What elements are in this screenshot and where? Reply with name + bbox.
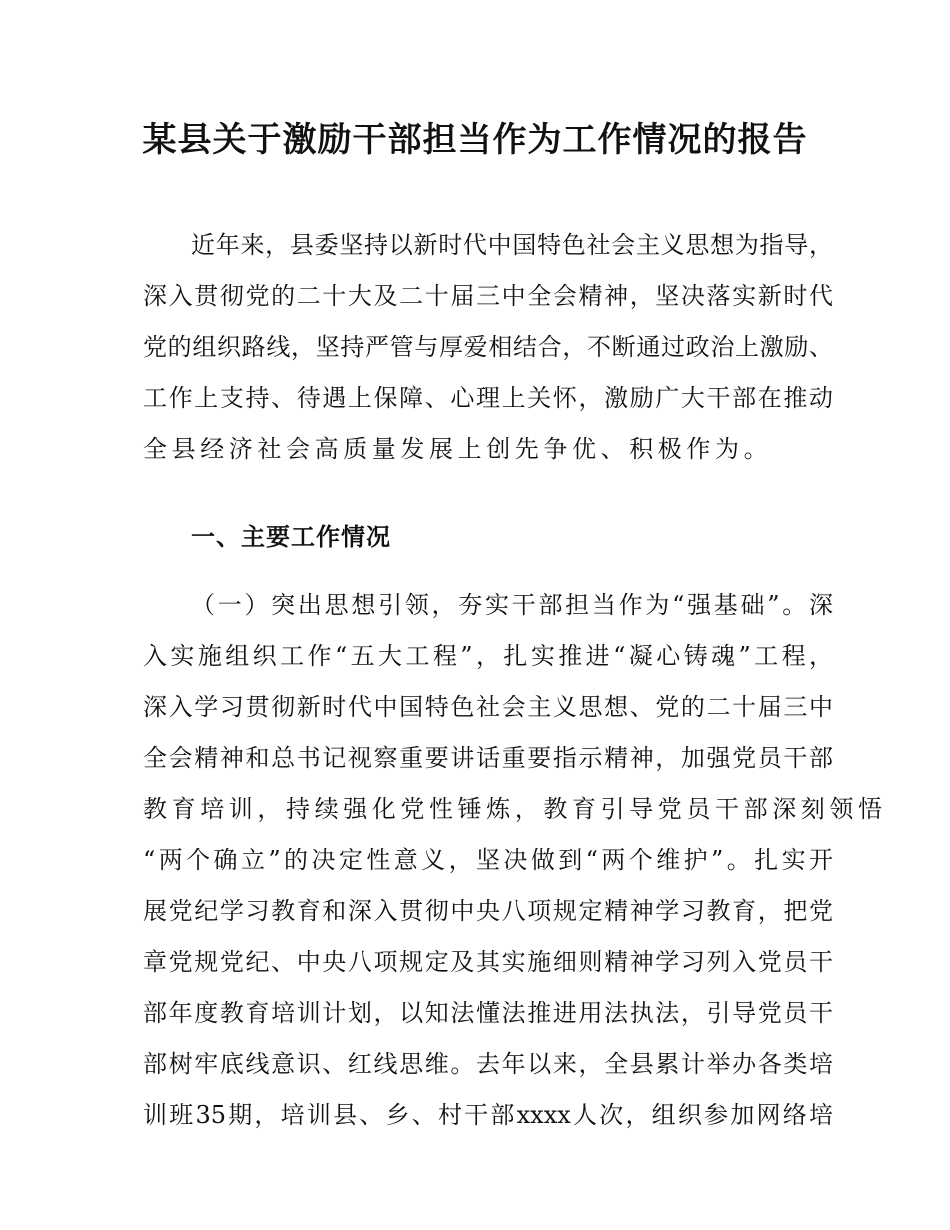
document-title: 某县关于激励干部担当作为工作情况的报告 xyxy=(142,120,808,160)
section1-paragraph xyxy=(143,580,887,1141)
paragraph-line: （一）突出思想引领，夯实干部担当作为“强基础”。深 xyxy=(191,591,833,619)
intro-paragraph xyxy=(143,220,833,475)
paragraph-line: 部树牢底线意识、红线思维。去年以来，全县累计举办各类培 xyxy=(143,1050,833,1078)
paragraph-line: 党的组织路线，坚持严管与厚爱相结合，不断通过政治上激励、 xyxy=(143,333,833,361)
paragraph-line: 入实施组织工作“五大工程”，扎实推进“凝心铸魂”工程， xyxy=(143,642,833,670)
paragraph-line: 展党纪学习教育和深入贯彻中央八项规定精神学习教育，把党 xyxy=(143,897,833,925)
section-heading: 一、主要工作情况 xyxy=(191,523,391,551)
paragraph-line: 部年度教育培训计划，以知法懂法推进用法执法，引导党员干 xyxy=(143,999,833,1027)
paragraph-line: 深入学习贯彻新时代中国特色社会主义思想、党的二十届三中 xyxy=(143,693,833,721)
paragraph-line: 全会精神和总书记视察重要讲话重要指示精神，加强党员干部 xyxy=(143,744,833,772)
paragraph-line: 章党规党纪、中央八项规定及其实施细则精神学习列入党员干 xyxy=(143,948,833,976)
paragraph-line: 深入贯彻党的二十大及二十届三中全会精神，坚决落实新时代 xyxy=(143,282,833,310)
paragraph-line: 训班35期，培训县、乡、村干部xxxx人次，组织参加网络培 xyxy=(143,1101,833,1129)
paragraph-line: 近年来，县委坚持以新时代中国特色社会主义思想为指导， xyxy=(191,231,833,259)
paragraph-line: 工作上支持、待遇上保障、心理上关怀，激励广大干部在推动 xyxy=(143,384,833,412)
paragraph-line: 教育培训，持续强化党性锤炼，教育引导党员干部深刻领悟 xyxy=(143,795,887,823)
paragraph-line: 全县经济社会高质量发展上创先争优、积极作为。 xyxy=(143,435,773,463)
paragraph-line: “两个确立”的决定性意义，坚决做到“两个维护”。扎实开 xyxy=(143,846,833,874)
